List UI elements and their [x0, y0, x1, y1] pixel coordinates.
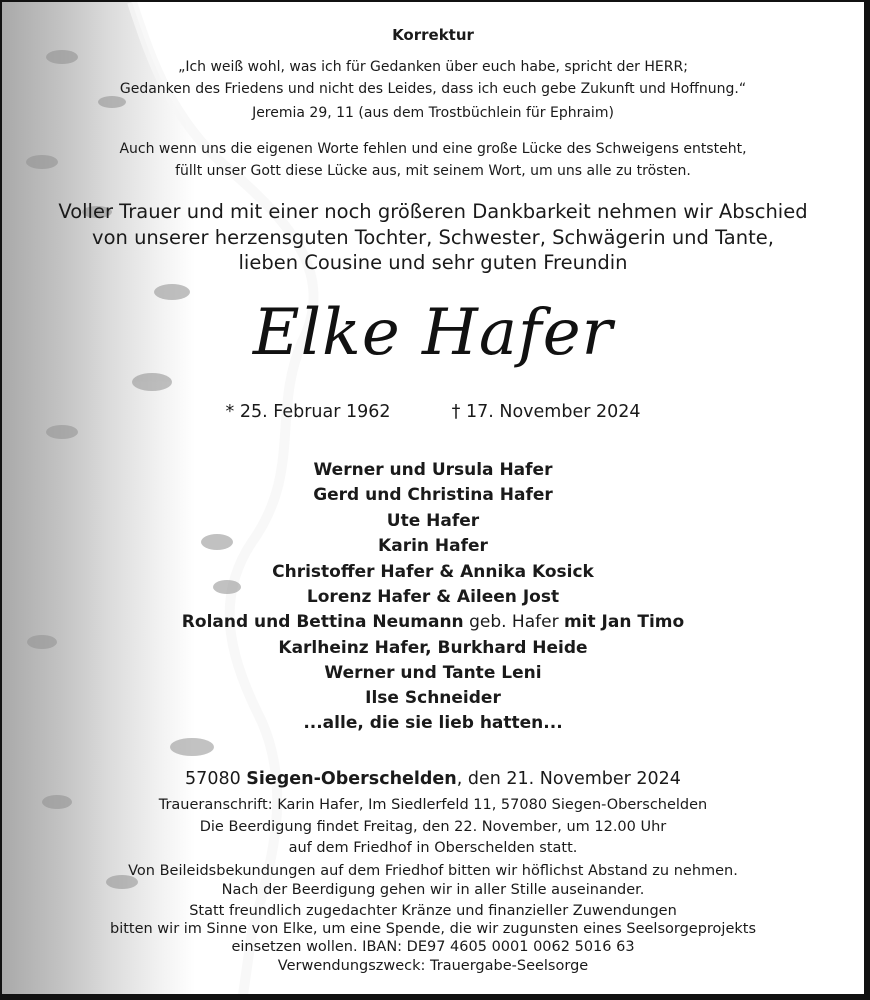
mourner-5: Christoffer Hafer & Annika Kosick — [272, 562, 594, 582]
mourner-6: Lorenz Hafer & Aileen Jost — [306, 587, 560, 607]
donation-note-line-2: bitten wir im Sinne von Elke, um eine Spende, die wir zugunsten eines Seelsorgeprojekts — [109, 921, 757, 937]
bible-verse-reference: Jeremia 29, 11 (aus dem Trostbüchlein für Ephraim) — [252, 105, 614, 121]
place-and-date — [2, 769, 864, 789]
funeral-info-line-2: auf dem Friedhof in Oberschelden statt. — [288, 840, 578, 856]
place-date: , den 21. November 2024 — [456, 769, 681, 789]
mourning-address: Traueranschrift: Karin Hafer, Im Siedlerfeld 11, 57080 Siegen-Oberschelden — [158, 797, 708, 813]
mourner-4: Karin Hafer — [378, 536, 488, 556]
donation-iban: einsetzen wollen. IBAN: DE97 4605 0001 0062 5016 63 — [231, 939, 635, 955]
farewell-line-2: von unserer herzensguten Tochter, Schwester, Schwägerin und Tante, — [92, 226, 774, 249]
mourner-10: Ilse Schneider — [365, 688, 501, 708]
mourner-11: ...alle, die sie lieb hatten... — [303, 713, 563, 733]
mourner-7-child: mit Jan Timo — [563, 612, 685, 632]
bible-verse-line-1: „Ich weiß wohl, was ich für Gedanken über euch habe, spricht der HERR; — [178, 59, 688, 75]
death-date: † 17. November 2024 — [451, 402, 641, 422]
condolence-note-line-2: Nach der Beerdigung gehen wir in aller Stille auseinander. — [221, 882, 645, 898]
comfort-line-2: füllt unser Gott diese Lücke aus, mit seinem Wort, um uns alle zu trösten. — [175, 163, 691, 179]
mourner-7 — [2, 612, 864, 632]
funeral-info-line-1: Die Beerdigung findet Freitag, den 22. November, um 12.00 Uhr — [199, 819, 667, 835]
mourner-9: Werner und Tante Leni — [324, 663, 542, 683]
farewell-line-1: Voller Trauer und mit einer noch größeren Dankbarkeit nehmen wir Abschied — [58, 200, 808, 223]
obituary-content — [2, 2, 864, 994]
farewell-line-3: lieben Cousine und sehr guten Freundin — [238, 251, 628, 274]
mourner-3: Ute Hafer — [386, 511, 480, 531]
mourner-2: Gerd und Christina Hafer — [313, 485, 553, 505]
life-dates — [2, 402, 864, 422]
donation-purpose: Verwendungszweck: Trauergabe-Seelsorge — [277, 958, 589, 974]
place-city: Siegen-Oberschelden — [246, 769, 457, 789]
mourner-1: Werner und Ursula Hafer — [313, 460, 553, 480]
donation-note-line-1: Statt freundlich zugedachter Kränze und finanzieller Zuwendungen — [189, 903, 677, 919]
birth-date: * 25. Februar 1962 — [225, 402, 391, 422]
mourner-7-maiden-name: geb. Hafer — [463, 612, 564, 632]
condolence-note-line-1: Von Beileidsbekundungen auf dem Friedhof bitten wir höflichst Abstand zu nehmen. — [128, 863, 738, 879]
notice-title: Korrektur — [392, 26, 474, 44]
comfort-line-1: Auch wenn uns die eigenen Worte fehlen und eine große Lücke des Schweigens entsteht, — [119, 141, 747, 157]
place-zip: 57080 — [185, 769, 247, 789]
mourner-7-names: Roland und Bettina Neumann — [181, 612, 464, 632]
mourner-8: Karlheinz Hafer, Burkhard Heide — [278, 638, 588, 658]
deceased-name: Elke Hafer — [252, 296, 614, 370]
bible-verse-line-2: Gedanken des Friedens und nicht des Leides, dass ich euch gebe Zukunft und Hoffnung.“ — [119, 81, 747, 97]
